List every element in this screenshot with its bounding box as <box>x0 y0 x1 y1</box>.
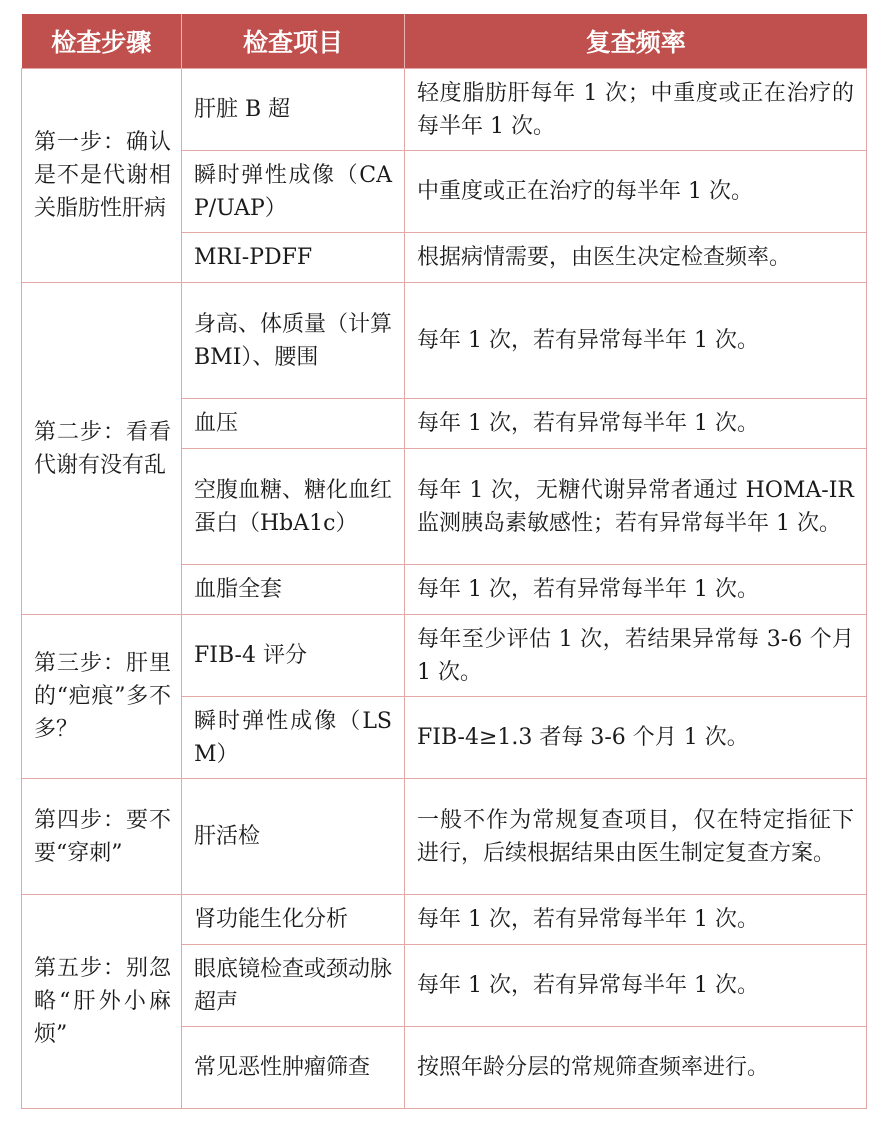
item-cell: 身高、体质量（计算 BMI）、腰围 <box>182 283 405 399</box>
frequency-cell: 每年 1 次，若有异常每半年 1 次。 <box>405 895 867 945</box>
frequency-cell: 每年 1 次，若有异常每半年 1 次。 <box>405 399 867 449</box>
frequency-cell: 根据病情需要，由医生决定检查频率。 <box>405 233 867 283</box>
table-body <box>22 69 867 1109</box>
frequency-cell: 每年 1 次，若有异常每半年 1 次。 <box>405 283 867 399</box>
frequency-cell: 每年至少评估 1 次，若结果异常每 3-6 个月 1 次。 <box>405 615 867 697</box>
item-cell: 肝活检 <box>182 779 405 895</box>
header-frequency: 复查频率 <box>405 14 867 69</box>
step-cell: 第一步：确认是不是代谢相关脂肪性肝病 <box>22 69 182 283</box>
frequency-cell: 每年 1 次，若有异常每半年 1 次。 <box>405 945 867 1027</box>
table-row <box>22 615 867 697</box>
table-row <box>22 69 867 151</box>
item-cell: 空腹血糖、糖化血红蛋白（HbA1c） <box>182 449 405 565</box>
step-cell: 第四步：要不要“穿刺” <box>22 779 182 895</box>
item-cell: 瞬时弹性成像（CAP/UAP） <box>182 151 405 233</box>
step-cell: 第五步：别忽略“肝外小麻烦” <box>22 895 182 1109</box>
recheck-table-container <box>21 14 866 1109</box>
header-item: 检查项目 <box>182 14 405 69</box>
item-cell: MRI-PDFF <box>182 233 405 283</box>
item-cell: 眼底镜检查或颈动脉超声 <box>182 945 405 1027</box>
table-header <box>22 14 867 69</box>
step-cell: 第二步：看看代谢有没有乱 <box>22 283 182 615</box>
frequency-cell: 轻度脂肪肝每年 1 次；中重度或正在治疗的每半年 1 次。 <box>405 69 867 151</box>
item-cell: FIB-4 评分 <box>182 615 405 697</box>
recheck-table <box>21 14 867 1109</box>
frequency-cell: 一般不作为常规复查项目，仅在特定指征下进行，后续根据结果由医生制定复查方案。 <box>405 779 867 895</box>
item-cell: 肾功能生化分析 <box>182 895 405 945</box>
item-cell: 瞬时弹性成像（LSM） <box>182 697 405 779</box>
item-cell: 肝脏 B 超 <box>182 69 405 151</box>
item-cell: 常见恶性肿瘤筛查 <box>182 1027 405 1109</box>
table-row <box>22 283 867 399</box>
frequency-cell: 中重度或正在治疗的每半年 1 次。 <box>405 151 867 233</box>
item-cell: 血压 <box>182 399 405 449</box>
item-cell: 血脂全套 <box>182 565 405 615</box>
table-row <box>22 895 867 945</box>
header-row <box>22 14 867 69</box>
frequency-cell: 按照年龄分层的常规筛查频率进行。 <box>405 1027 867 1109</box>
table-row <box>22 779 867 895</box>
step-cell: 第三步：肝里的“疤痕”多不多？ <box>22 615 182 779</box>
frequency-cell: 每年 1 次，无糖代谢异常者通过 HOMA-IR 监测胰岛素敏感性；若有异常每半年 1 次。 <box>405 449 867 565</box>
frequency-cell: 每年 1 次，若有异常每半年 1 次。 <box>405 565 867 615</box>
header-step: 检查步骤 <box>22 14 182 69</box>
frequency-cell: FIB-4≥1.3 者每 3-6 个月 1 次。 <box>405 697 867 779</box>
